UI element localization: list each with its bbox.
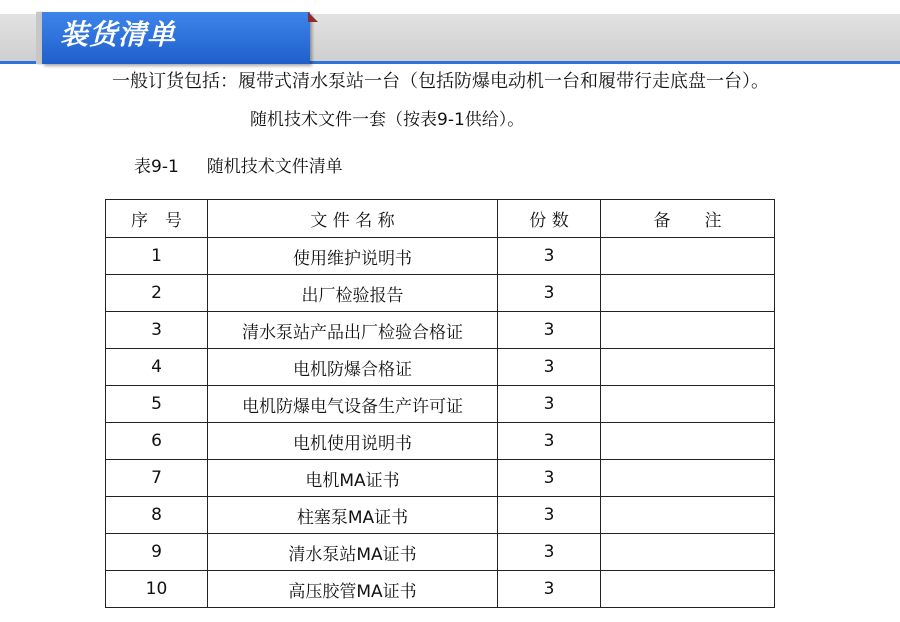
table-caption-title: 随机技术文件清单 <box>206 157 343 177</box>
cell-copies: 3 <box>498 497 601 534</box>
document-list-table <box>105 199 775 608</box>
cell-copies: 3 <box>498 460 601 497</box>
cell-index: 7 <box>106 460 208 497</box>
cell-remarks <box>601 423 775 460</box>
cell-document-name: 柱塞泵MA证书 <box>208 497 498 534</box>
header-cell-index: 序 号 <box>106 200 208 238</box>
cell-remarks <box>601 497 775 534</box>
cell-remarks <box>601 386 775 423</box>
cell-copies: 3 <box>498 423 601 460</box>
cell-index: 5 <box>106 386 208 423</box>
cell-copies: 3 <box>498 349 601 386</box>
table-row <box>106 386 775 423</box>
cell-remarks <box>601 312 775 349</box>
table-row <box>106 497 775 534</box>
cell-document-name: 电机防爆合格证 <box>208 349 498 386</box>
header-cell-name: 文 件 名 称 <box>208 200 498 238</box>
table-row <box>106 423 775 460</box>
cell-copies: 3 <box>498 238 601 275</box>
cell-copies: 3 <box>498 534 601 571</box>
cell-index: 3 <box>106 312 208 349</box>
cell-remarks <box>601 571 775 608</box>
cell-copies: 3 <box>498 386 601 423</box>
table-header-row <box>106 200 775 238</box>
cell-document-name: 电机MA证书 <box>208 460 498 497</box>
cell-document-name: 清水泵站MA证书 <box>208 534 498 571</box>
table-row <box>106 312 775 349</box>
cell-remarks <box>601 275 775 312</box>
table-caption-number: 表9-1 <box>134 157 179 177</box>
header-cell-copies: 份 数 <box>498 200 601 238</box>
table-row <box>106 534 775 571</box>
table-caption <box>134 152 343 177</box>
cell-remarks <box>601 534 775 571</box>
cell-document-name: 使用维护说明书 <box>208 238 498 275</box>
cell-remarks <box>601 460 775 497</box>
cell-index: 9 <box>106 534 208 571</box>
cell-document-name: 清水泵站产品出厂检验合格证 <box>208 312 498 349</box>
table-row <box>106 349 775 386</box>
cell-remarks <box>601 238 775 275</box>
cell-index: 10 <box>106 571 208 608</box>
table-row <box>106 571 775 608</box>
cell-index: 1 <box>106 238 208 275</box>
cell-index: 2 <box>106 275 208 312</box>
cell-document-name: 出厂检验报告 <box>208 275 498 312</box>
table-row <box>106 275 775 312</box>
intro-line-2: 随机技术文件一套（按表9-1供给）。 <box>250 110 525 130</box>
cell-copies: 3 <box>498 275 601 312</box>
cell-remarks <box>601 349 775 386</box>
cell-copies: 3 <box>498 571 601 608</box>
table-row <box>106 460 775 497</box>
cell-document-name: 高压胶管MA证书 <box>208 571 498 608</box>
table-row <box>106 238 775 275</box>
header-cell-remarks: 备 注 <box>601 200 775 238</box>
cell-index: 6 <box>106 423 208 460</box>
cell-document-name: 电机防爆电气设备生产许可证 <box>208 386 498 423</box>
cell-index: 4 <box>106 349 208 386</box>
cell-document-name: 电机使用说明书 <box>208 423 498 460</box>
cell-index: 8 <box>106 497 208 534</box>
cell-copies: 3 <box>498 312 601 349</box>
table-body <box>106 238 775 608</box>
page-title: 装货清单 <box>60 18 177 51</box>
intro-line-1: 一般订货包括：履带式清水泵站一台（包括防爆电动机一台和履带行走底盘一台）。 <box>112 71 769 92</box>
